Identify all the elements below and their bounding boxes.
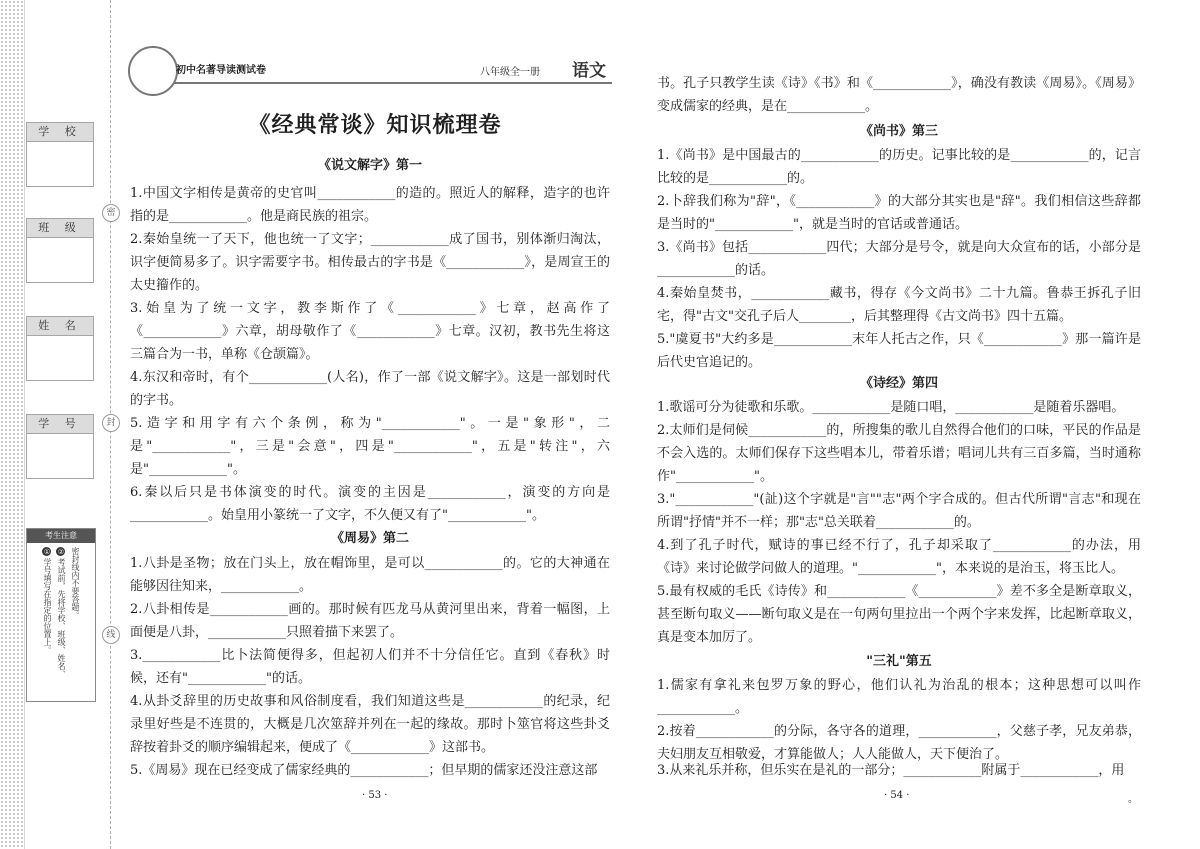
student-id-field[interactable] (26, 433, 94, 479)
student-id-box (26, 414, 94, 479)
question-sanli-1: 1.儒家有拿礼来包罗万象的野心，他们认礼为治乱的根本；这种思想可以叫作____________。 (657, 678, 1141, 716)
seal-mark-mi: 密 (102, 204, 120, 222)
class-label: 班 级 (26, 218, 94, 237)
note-3: 密封线内不要答题。 (71, 547, 80, 619)
question-shangshu-4: 4.秦始皇焚书，____________藏书，得存《今文尚书》二十九篇。鲁恭王拆孔子旧宅，得"古文"交孔子后人________，后其整理得《古文尚书》四十五篇。 (657, 286, 1141, 324)
exam-notes-title: 考生注意 (27, 529, 95, 543)
binding-dots (0, 0, 24, 849)
section-title-zhouyi: 《周易》第二 (330, 531, 409, 546)
header-circle-logo (128, 46, 178, 96)
seal-mark-xian: 线 (102, 626, 120, 644)
question-zhouyi-4: 4.从卦爻辞里的历史故事和风俗制度看，我们知道这些是____________的纪录，纪录里好些是不连贯的，大概是几次筮辞并列在一起的缘故。那时卜筮官将这些卦爻辞按着卦爻的顺序编辑起来，便成了《____________》这部书。 (130, 694, 610, 755)
question-zhouyi-1: 1.八卦是圣物；放在门头上，放在帽饰里，是可以____________的。它的大神通在能够因往知来，____________。 (130, 556, 610, 594)
question-shuowen-5: 5.造字和用字有六个条例，称为"____________"。一是"象形"，二是"____________"，三是"会意"，四是"____________"，五是"转注"，六是"____________"。 (130, 416, 610, 477)
binding-edge (24, 0, 25, 849)
section-title-shangshu: 《尚书》第三 (859, 124, 938, 139)
name-box (26, 316, 94, 381)
question-shuowen-3: 3.始皇为了统一文字，教李斯作了《____________》七章，赵高作了《____________》六章，胡母敬作了《____________》七章。汉初，教书先生将这三篇合为一书，单称《仓颉篇》。 (130, 301, 610, 362)
question-zhouyi-5: 5.《周易》现在已经变成了儒家经典的____________；但早期的儒家还没注意这部 (130, 763, 598, 778)
question-shijing-5: 5.最有权威的毛氏《诗传》和____________《____________》差不多全是断章取义，甚至断句取义——断句取义是在一句两句里拉出一个两个字来发挥，比起断章取义，真是变本加厉了。 (657, 584, 1141, 645)
question-shijing-2: 2.太师们是伺候____________的，所搜集的歌儿自然得合他们的口味，平民的作品是不会入选的。太师们保存下这些唱本儿，带着乐谱；唱词儿共有三百多篇，当时通称作"____________"。 (657, 423, 1141, 484)
series-title: 初中名著导读测试卷 (176, 65, 266, 76)
question-shangshu-5: 5."虞夏书"大约多是____________末年人托古之作，只《____________》那一篇许是后代史官追记的。 (657, 332, 1141, 370)
question-shijing-4: 4.到了孔子时代，赋诗的事已经不行了，孔子却采取了____________的办法，用《诗》来讨论做学问做人的道理。"____________"，本来说的是治玉，将玉比人。 (657, 538, 1141, 576)
question-sanli-2: 2.按着____________的分际，各守各的道理，____________，父慈子孝，兄友弟恭，夫妇朋友互相敬爱，才算能做人；人人能做人，天下便治了。 (657, 724, 1141, 762)
seal-mark-feng: 封 (102, 414, 120, 432)
class-field[interactable] (26, 237, 94, 283)
question-zhouyi-3: 3.____________比卜法简便得多，但起初人们并不十分信任它。直到《春秋》时候，还有"____________"的话。 (130, 648, 610, 686)
question-zhouyi-5-continued: 书。孔子只教学生读《诗》《书》和《____________》，确没有教读《周易》。《周易》变成儒家的经典，是在____________。 (657, 76, 1141, 114)
section-title-sanli: "三礼"第五 (866, 654, 932, 669)
subject-label: 语文 (572, 61, 606, 81)
question-sanli-3: 3.从来礼乐并称，但乐实在是礼的一部分；____________附属于____________，用 (657, 763, 1125, 778)
name-label: 姓 名 (26, 316, 94, 335)
exam-notes (26, 528, 96, 702)
question-shuowen-4: 4.东汉和帝时，有个____________(人名)，作了一部《说文解字》。这是一部划时代的字书。 (130, 370, 610, 408)
note-1: ①学号填写在指定的位置上。 (43, 547, 52, 654)
note-2: ②考试前，先将学校、班级、姓名、 (57, 547, 66, 678)
question-shuowen-1: 1.中国文字相传是黄帝的史官叫____________的造的。照近人的解释，造字的也许指的是____________。他是商民族的祖宗。 (130, 186, 610, 224)
page-number-right: · 54 · (884, 790, 910, 801)
grade-label: 八年级全一册 (480, 67, 540, 78)
name-field[interactable] (26, 335, 94, 381)
section-title-shuowen: 《说文解字》第一 (317, 158, 422, 173)
section-title-shijing: 《诗经》第四 (859, 376, 938, 391)
question-shuowen-2: 2.秦始皇统一了天下，他也统一了文字；____________成了国书，别体渐归淘汰，识字便简易多了。识字需要字书。相传最古的字书是《____________》，是周宣王的太史籀作的。 (130, 232, 610, 293)
question-shangshu-1: 1.《尚书》是中国最古的____________的历史。记事比较的是____________的，记言比较的是____________的。 (657, 148, 1141, 186)
question-shangshu-3: 3.《尚书》包括____________四代；大部分是号令，就是向大众宣布的话，小部分是____________的话。 (657, 240, 1141, 278)
question-shangshu-2: 2.卜辞我们称为"辞"，《____________》的大部分其实也是"辞"。我们相信这些辞都是当时的"____________"，就是当时的官话或普通话。 (657, 194, 1141, 232)
page-title: 《经典常谈》知识梳理卷 (248, 112, 502, 138)
question-shuowen-6: 6.秦以后只是书体演变的时代。演变的主因是____________，演变的方向是____________。始皇用小篆统一了文字，不久便又有了"____________"。 (130, 485, 610, 523)
question-zhouyi-2: 2.八卦相传是____________画的。那时候有匹龙马从黄河里出来，背着一幅图，上面便是八卦，____________只照着描下来罢了。 (130, 602, 610, 640)
corner-mark: 。 (1128, 794, 1138, 805)
school-label: 学 校 (26, 122, 94, 141)
school-box (26, 122, 94, 187)
school-field[interactable] (26, 141, 94, 187)
question-shijing-1: 1.歌谣可分为徒歌和乐歌。____________是随口唱，____________是随着乐器唱。 (657, 400, 1125, 415)
page-number-left: · 53 · (362, 790, 388, 801)
student-id-label: 学 号 (26, 414, 94, 433)
class-box (26, 218, 94, 283)
question-shijing-3: 3."____________"(訨)这个字就是"言""志"两个字合成的。但古代所谓"言志"和现在所谓"抒情"并不一样；那"志"总关联着____________的。 (657, 492, 1141, 530)
